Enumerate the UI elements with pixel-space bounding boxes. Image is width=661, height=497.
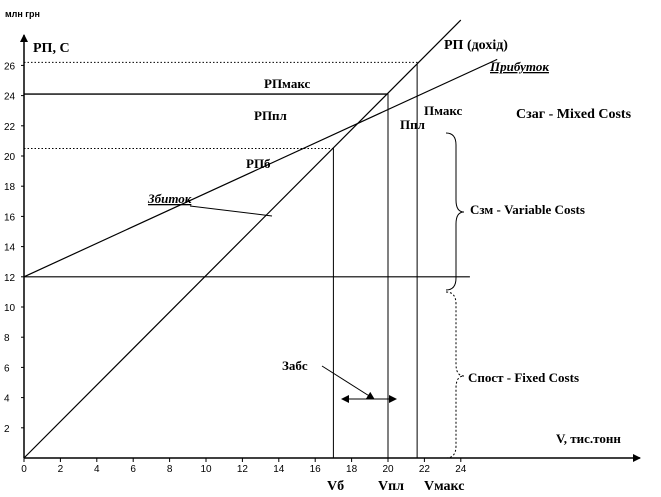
y-tick-label: 10 (4, 303, 16, 314)
loss-label: Збиток (148, 191, 192, 206)
y-tick-label: 2 (4, 423, 10, 435)
rp-max-label: РПмакс (264, 76, 311, 91)
ticks-layer (4, 61, 467, 475)
y-tick-label: 16 (4, 212, 16, 224)
y-tick-label: 18 (4, 182, 16, 194)
x-tick-label: 8 (166, 464, 173, 475)
safety-margin-label: Забс (282, 358, 308, 373)
x-tick-label: 22 (418, 464, 430, 475)
x-tick-label: 2 (57, 464, 64, 475)
rp-breakeven-label: РПб (246, 156, 271, 171)
loss-pointer (190, 206, 272, 216)
x-tick-label: 0 (21, 464, 27, 475)
fixed-costs-brace (446, 292, 464, 458)
safety-margin-pointer (322, 366, 374, 399)
x-tick-label: 12 (236, 464, 248, 475)
variable-costs-label: Сзм - Variable Costs (470, 202, 585, 217)
revenue-line (24, 20, 461, 458)
profit-label: Прибуток (490, 59, 549, 74)
y-tick-label: 8 (4, 333, 10, 345)
rp-plan-label: РПпл (254, 108, 287, 123)
y-units-label: млн грн (5, 9, 40, 19)
v-max-label: Vмакс (424, 479, 465, 494)
v-plan-label: Vпл (378, 479, 405, 494)
x-tick-label: 4 (94, 464, 100, 475)
y-tick-label: 14 (4, 242, 16, 254)
y-tick-label: 22 (4, 121, 16, 133)
p-max-label: Пмакс (424, 103, 463, 118)
y-tick-label: 26 (4, 61, 16, 73)
x-tick-label: 6 (130, 464, 136, 475)
x-tick-label: 10 (200, 464, 212, 475)
p-plan-label: Ппл (400, 117, 425, 132)
y-tick-label: 6 (4, 363, 10, 375)
y-tick-label: 12 (4, 272, 16, 284)
y-tick-label: 20 (4, 152, 16, 163)
y-tick-label: 24 (4, 91, 16, 103)
lines-layer (24, 20, 497, 458)
x-axis-label: V, тис.тонн (556, 431, 621, 446)
variable-costs-brace (446, 133, 464, 290)
x-tick-label: 20 (382, 464, 394, 475)
x-tick-label: 24 (455, 464, 467, 475)
fixed-costs-label: Спост - Fixed Costs (468, 370, 580, 385)
y-axis-label: РП, С (33, 41, 70, 56)
x-tick-label: 14 (273, 464, 285, 475)
revenue-line-label: РП (дохід) (444, 38, 508, 53)
mixed-costs-label: Сзаг - Mixed Costs (516, 107, 632, 122)
y-tick-label: 4 (4, 393, 10, 405)
x-tick-label: 18 (346, 464, 358, 475)
v-breakeven-label: Vб (327, 479, 345, 494)
x-tick-label: 16 (309, 464, 321, 475)
